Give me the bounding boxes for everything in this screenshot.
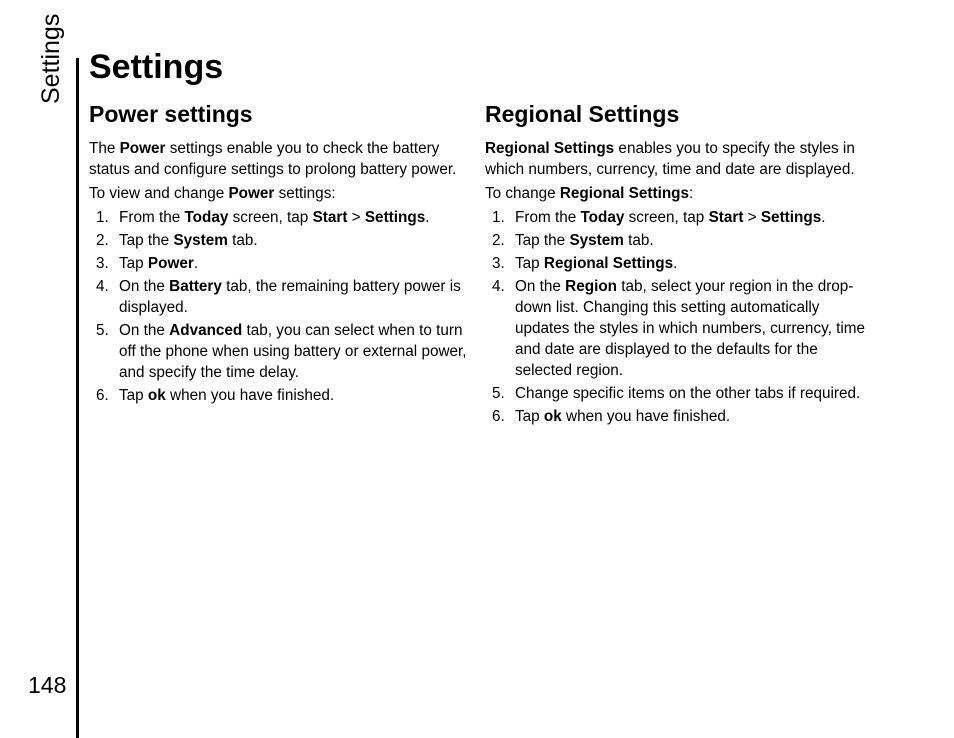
section-heading: Regional Settings [485,101,680,127]
list-item: 5. On the Advanced tab, you can select when to turn off the phone when using battery or external power, and specify the time delay. [96,322,467,381]
side-tab-label: Settings [37,13,65,104]
page-number: 148 [28,672,67,698]
steps-list [89,207,469,406]
instruction-lead: To view and change Power settings: [89,185,336,202]
list-item: 3. Tap Power. [96,255,199,272]
list-item: 1. From the Today screen, tap Start > Settings. [96,209,430,226]
section-heading: Power settings [89,101,253,127]
list-item: 6. Tap ok when you have finished. [96,387,335,404]
intro-paragraph: The Power settings enable you to check the battery status and configure settings to prolong battery power. [89,140,457,178]
list-item: 1. From the Today screen, tap Start > Settings. [492,209,826,226]
list-item: 4. On the Region tab, select your region in the drop-down list. Changing this setting automatically updates the styles in which numbers, currency, time and date are displayed to the defaults for the selected region. [492,278,865,379]
intro-paragraph: Regional Settings enables you to specify the styles in which numbers, currency, time and date are displayed. [485,140,855,178]
list-item: 2. Tap the System tab. [492,232,654,249]
vertical-rule [76,58,79,738]
page-title: Settings [89,48,224,86]
list-item: 2. Tap the System tab. [96,232,258,249]
list-item: 6. Tap ok when you have finished. [492,408,731,425]
list-item: 3. Tap Regional Settings. [492,255,678,272]
list-item: 4. On the Battery tab, the remaining battery power is displayed. [96,278,461,316]
regional-settings-section [485,98,865,429]
instruction-lead: To change Regional Settings: [485,185,694,202]
steps-list [485,207,865,427]
list-item: 5. Change specific items on the other tabs if required. [492,385,861,402]
power-settings-section [89,98,469,408]
